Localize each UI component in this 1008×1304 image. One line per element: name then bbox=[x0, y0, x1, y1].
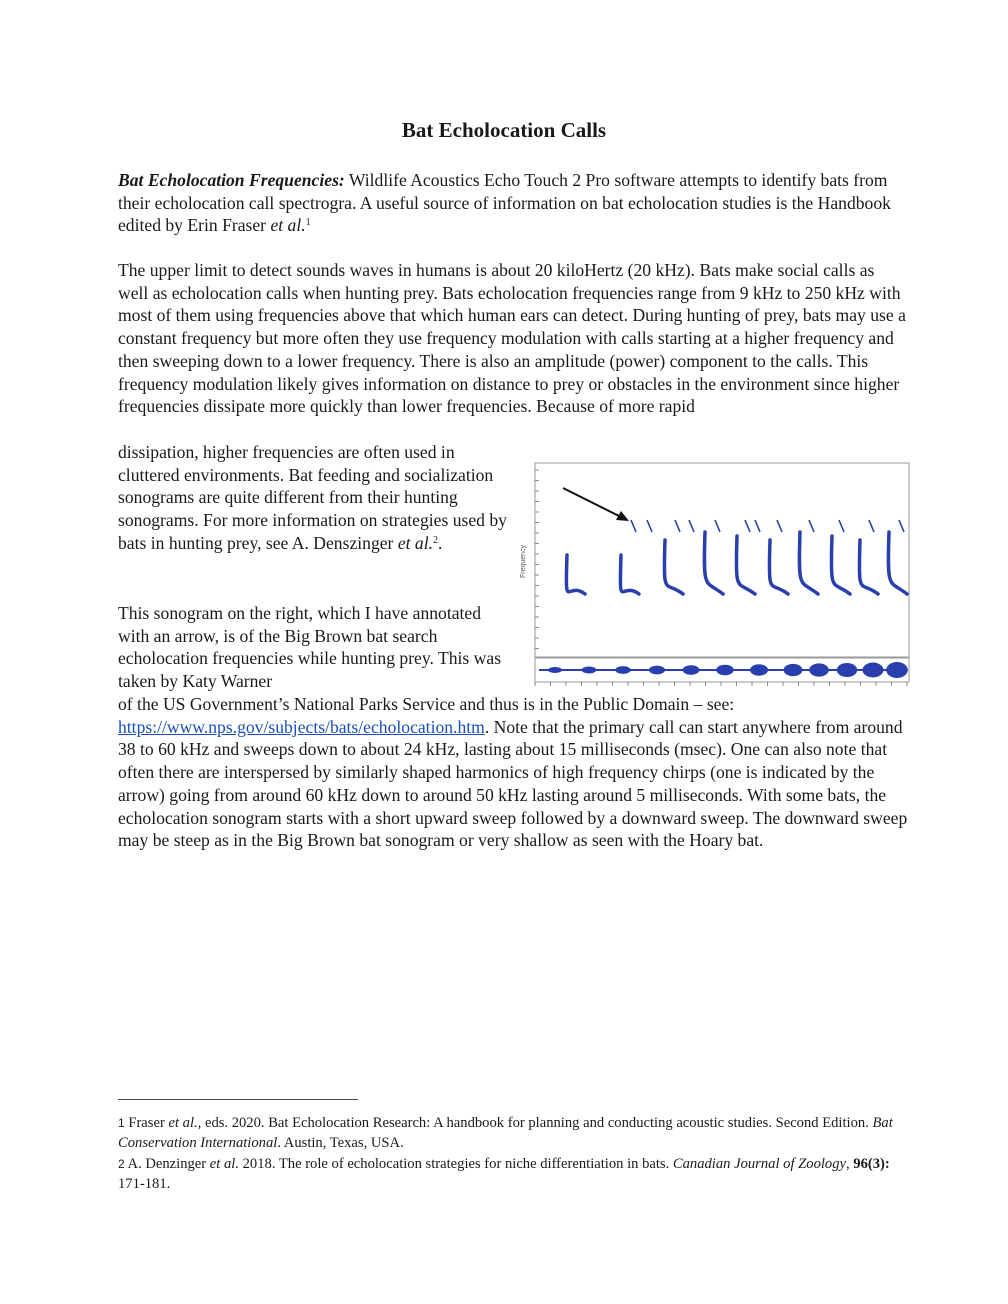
amplitude-pulse bbox=[784, 664, 803, 676]
footnote-2-c: , bbox=[846, 1156, 854, 1172]
amplitude-pulse bbox=[615, 666, 630, 674]
amplitude-pulse bbox=[750, 664, 768, 675]
sonogram-pre: of the US Government’s National Parks Service and thus is in the Public Domain – see: bbox=[118, 694, 735, 714]
footnote-2-volume: 96(3): bbox=[853, 1156, 890, 1172]
paragraph-sonogram: This sonogram on the right, which I have annotated with an arrow, is of the Big Brown bat search echolocation frequencies while hunting prey. This was taken by Katy Warner bbox=[118, 603, 502, 692]
clutter-etal: et al. bbox=[397, 532, 433, 553]
footnote-1-a: Fraser bbox=[124, 1115, 169, 1131]
footnote-1 bbox=[118, 1114, 908, 1153]
clutter-end: . bbox=[438, 532, 443, 553]
footnote-1-etal: et al., bbox=[168, 1115, 202, 1131]
footnote-1-c: . Austin, Texas, USA. bbox=[277, 1134, 404, 1151]
footnote-2-journal: Canadian Journal of Zoology bbox=[672, 1156, 846, 1172]
amplitude-pulse bbox=[863, 663, 884, 678]
y-axis-label: Frequency bbox=[520, 544, 527, 578]
amplitude-pulse bbox=[683, 665, 700, 675]
footnote-separator bbox=[118, 1099, 358, 1100]
intro-lead: Bat Echolocation Frequencies: bbox=[118, 170, 345, 190]
footnote-2 bbox=[118, 1155, 908, 1194]
amplitude-pulse bbox=[886, 662, 908, 678]
footnote-ref-2[interactable]: 2 bbox=[433, 534, 438, 546]
paragraph-intro bbox=[118, 169, 908, 237]
footnote-ref-1[interactable]: 1 bbox=[305, 217, 311, 229]
footnote-2-mark: 2 bbox=[118, 1157, 125, 1171]
paragraph-clutter bbox=[118, 441, 508, 555]
footnote-2-etal: et al. bbox=[209, 1156, 239, 1172]
amplitude-pulse bbox=[716, 665, 734, 676]
amplitude-pulse bbox=[582, 667, 597, 674]
footnote-1-journal: Bat Conservation International bbox=[118, 1115, 893, 1151]
footnote-1-b: eds. 2020. Bat Echolocation Research: A handbook for planning and conducting acoustic studies. Second Edition. bbox=[201, 1115, 873, 1131]
sonogram-post: . Note that the primary call can start anywhere from around 38 to 60 kHz and sweeps down to about 24 kHz, lasting about 15 milliseconds (msec). One can also note that often there are interspersed by similarly shaped harmonics of high frequency chirps (one is indicated by the arrow) going from around 60 kHz down to around 50 kHz lasting around 5 milliseconds. With some bats, the echolocation sonogram starts with a short upward sweep followed by a downward sweep. The downward sweep may be steep as in the Big Brown bat sonogram or very shallow as seen with the Hoary bat. bbox=[118, 716, 908, 851]
intro-text: Wildlife Acoustics Echo Touch 2 Pro software attempts to identify bats from their echolocation call spectrogra. A useful source of information on bat echolocation studies is the Handbook edited by Erin Fraser bbox=[118, 170, 891, 236]
amplitude-pulse bbox=[837, 663, 857, 677]
page-title: Bat Echolocation Calls bbox=[401, 118, 607, 142]
footnote-1-mark: 1 bbox=[118, 1116, 125, 1130]
clutter-text: dissipation, higher frequencies are often used in cluttered environments. Bat feeding and socialization sonograms are quite different from their hunting sonograms. For more information on strategies used by bats in hunting prey, see A. Denszinger bbox=[118, 442, 507, 553]
amplitude-pulse bbox=[649, 666, 665, 675]
amplitude-pulse bbox=[809, 663, 829, 676]
sonogram-figure bbox=[519, 460, 911, 692]
footnote-2-d: 171-181. bbox=[118, 1175, 171, 1192]
intro-etal: et al. bbox=[270, 215, 306, 236]
paragraph-frequencies: The upper limit to detect sounds waves in humans is about 20 kiloHertz (20 kHz). Bats make social calls as well as echolocation calls when hunting prey. Bats echolocation frequencies range from 9 kHz to 250 kHz with most of them using frequencies above that which human ears can detect. During hunting of prey, bats may use a constant frequency but more often they use frequency modulation with calls starting at a higher frequency and then sweeping down to a lower frequency. There is also an amplitude (power) component to the calls. This frequency modulation likely gives information on distance to prey or obstacles in the environment since higher frequencies dissipate more quickly than lower frequencies. Because of more rapid bbox=[118, 260, 906, 417]
nps-link[interactable]: https://www.nps.gov/subjects/bats/echolocation.htm bbox=[118, 716, 485, 737]
amplitude-pulse bbox=[548, 667, 562, 673]
sonogram-image bbox=[519, 460, 911, 692]
footnote-2-a: A. Denzinger bbox=[124, 1156, 210, 1172]
paragraph-sonogram-continued bbox=[118, 693, 908, 852]
footnote-2-b: 2018. The role of echolocation strategies for niche differentiation in bats. bbox=[238, 1156, 673, 1172]
